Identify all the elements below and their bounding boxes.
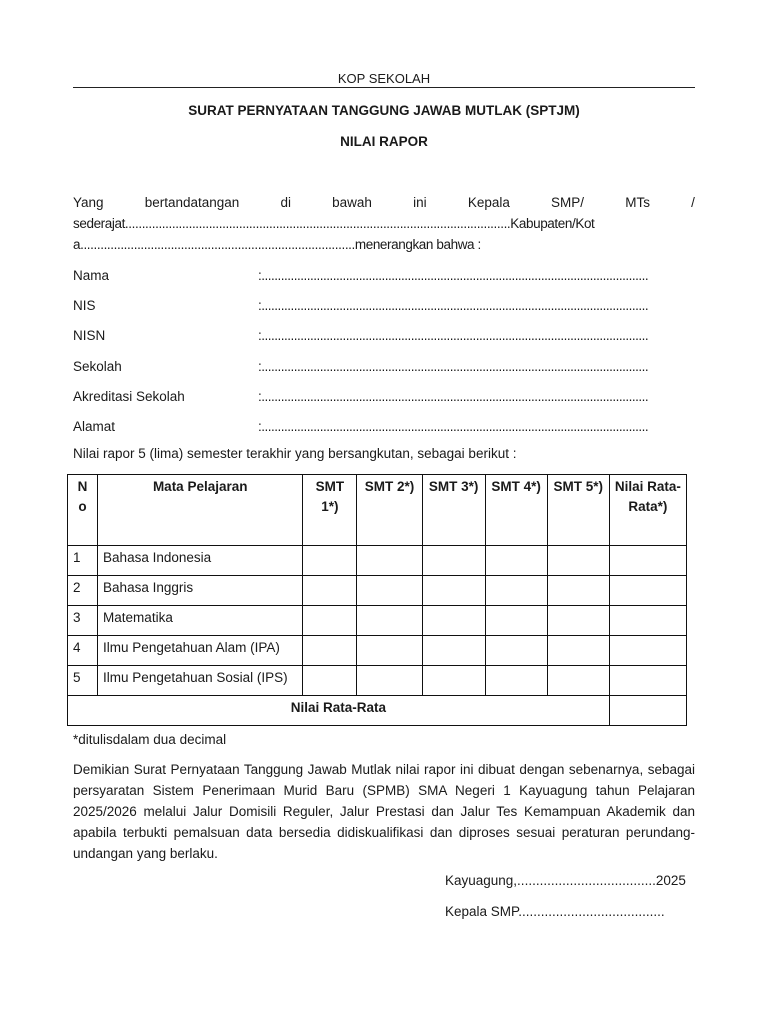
header-smt4: SMT 4*) (485, 475, 547, 546)
intro-line-3: a..................................................................................menerangkan bahwa : (73, 237, 481, 252)
table-header-row (68, 475, 687, 546)
grade-cell[interactable] (303, 546, 357, 576)
intro-word: / (691, 195, 695, 210)
grade-cell[interactable] (357, 636, 422, 666)
field-sekolah (73, 351, 695, 381)
header-smt1: SMT 1*) (303, 475, 357, 546)
field-nis (73, 290, 695, 320)
intro-paragraph (73, 192, 695, 255)
field-akreditasi (73, 381, 695, 411)
row-subject: Ilmu Pengetahuan Sosial (IPS) (98, 666, 303, 696)
grade-cell[interactable] (547, 666, 609, 696)
field-blank: :....................................................................................................................... (258, 358, 649, 374)
row-subject: Bahasa Inggris (98, 576, 303, 606)
table-lead-text: Nilai rapor 5 (lima) semester terakhir yang bersangkutan, sebagai berikut : (73, 445, 517, 461)
average-cell[interactable] (609, 606, 686, 636)
grade-cell[interactable] (485, 636, 547, 666)
table-row (68, 576, 687, 606)
grades-table (67, 474, 687, 726)
intro-word: bertandatangan (144, 195, 240, 210)
grade-cell[interactable] (547, 546, 609, 576)
header-smt5: SMT 5*) (547, 475, 609, 546)
intro-word: SMP/ (551, 195, 585, 210)
grade-cell[interactable] (303, 606, 357, 636)
identity-fields (73, 260, 695, 442)
document-title: SURAT PERNYATAAN TANGGUNG JAWAB MUTLAK (SPTJM) (188, 103, 580, 118)
school-letterhead: KOP SEKOLAH (73, 70, 695, 88)
table-footer-row (68, 696, 687, 726)
field-label: NIS (73, 297, 96, 313)
grade-cell[interactable] (357, 576, 422, 606)
grade-cell[interactable] (547, 606, 609, 636)
table-row (68, 666, 687, 696)
document-subtitle: NILAI RAPOR (340, 134, 428, 149)
grade-cell[interactable] (357, 546, 422, 576)
grade-cell[interactable] (485, 576, 547, 606)
field-label: Nama (73, 267, 110, 283)
row-subject: Ilmu Pengetahuan Alam (IPA) (98, 636, 303, 666)
average-cell[interactable] (609, 636, 686, 666)
header-average: Nilai Rata-Rata*) (609, 475, 686, 546)
grade-cell[interactable] (422, 546, 485, 576)
average-cell[interactable] (609, 576, 686, 606)
grade-cell[interactable] (357, 606, 422, 636)
footer-average-label: Nilai Rata-Rata (68, 696, 610, 726)
row-subject: Bahasa Indonesia (98, 546, 303, 576)
place-date-line: Kayuagung,.....................................2025 (445, 873, 686, 888)
field-blank: :....................................................................................................................... (258, 267, 649, 283)
grade-cell[interactable] (357, 666, 422, 696)
grade-cell[interactable] (547, 636, 609, 666)
average-cell[interactable] (609, 546, 686, 576)
intro-word: ini (413, 195, 427, 210)
intro-word: Yang (73, 195, 104, 210)
table-row (68, 606, 687, 636)
overall-average-cell[interactable] (609, 696, 686, 726)
field-blank: :....................................................................................................................... (258, 388, 649, 404)
document-page (73, 70, 695, 919)
grade-cell[interactable] (303, 636, 357, 666)
grade-cell[interactable] (422, 576, 485, 606)
field-blank: :....................................................................................................................... (258, 419, 649, 435)
intro-word: Kepala (467, 195, 510, 210)
footnote: *ditulisdalam dua decimal (73, 732, 227, 747)
intro-word: MTs (625, 195, 650, 210)
grade-cell[interactable] (485, 666, 547, 696)
row-number: 3 (68, 606, 98, 636)
field-nama (73, 260, 695, 290)
field-label: Akreditasi Sekolah (73, 388, 185, 404)
intro-line-1 (73, 192, 695, 213)
field-nisn (73, 321, 695, 351)
header-smt2: SMT 2*) (357, 475, 422, 546)
grade-cell[interactable] (485, 606, 547, 636)
field-label: Sekolah (73, 358, 122, 374)
average-cell[interactable] (609, 666, 686, 696)
grade-cell[interactable] (422, 666, 485, 696)
grade-cell[interactable] (547, 576, 609, 606)
grade-cell[interactable] (422, 636, 485, 666)
intro-line-2: sederajat...................................................................................................................Kabupaten/Kot (73, 216, 595, 231)
intro-word: bawah (332, 195, 372, 210)
table-row (68, 636, 687, 666)
row-number: 2 (68, 576, 98, 606)
row-number: 5 (68, 666, 98, 696)
table-row (68, 546, 687, 576)
field-blank: :....................................................................................................................... (258, 297, 649, 313)
closing-paragraph: Demikian Surat Pernyataan Tanggung Jawab Mutlak nilai rapor ini dibuat dengan sebenarnya, sebagai persyaratan Sistem Penerimaan Murid Baru (SPMB) SMA Negeri 1 Kayuagung tahun Pelajaran 2025/2026 melalui Jalur Domisili Reguler, Jalur Prestasi dan Jalur Tes Kemampuan Akademik dan apabila terbukti pemalsuan data bersedia didiskualifikasi dan diproses sesuai peraturan perundang-undangan yang berlaku. (73, 762, 695, 861)
signer-line: Kepala SMP....................................... (445, 904, 665, 919)
header-no: N o (68, 475, 98, 546)
grade-cell[interactable] (303, 666, 357, 696)
grade-cell[interactable] (485, 546, 547, 576)
field-blank: :....................................................................................................................... (258, 328, 649, 344)
field-label: NISN (73, 328, 106, 344)
row-number: 4 (68, 636, 98, 666)
grade-cell[interactable] (422, 606, 485, 636)
row-subject: Matematika (98, 606, 303, 636)
field-alamat (73, 411, 695, 441)
intro-word: di (280, 195, 291, 210)
grade-cell[interactable] (303, 576, 357, 606)
row-number: 1 (68, 546, 98, 576)
header-subject: Mata Pelajaran (98, 475, 303, 546)
header-smt3: SMT 3*) (422, 475, 485, 546)
field-label: Alamat (73, 419, 116, 435)
